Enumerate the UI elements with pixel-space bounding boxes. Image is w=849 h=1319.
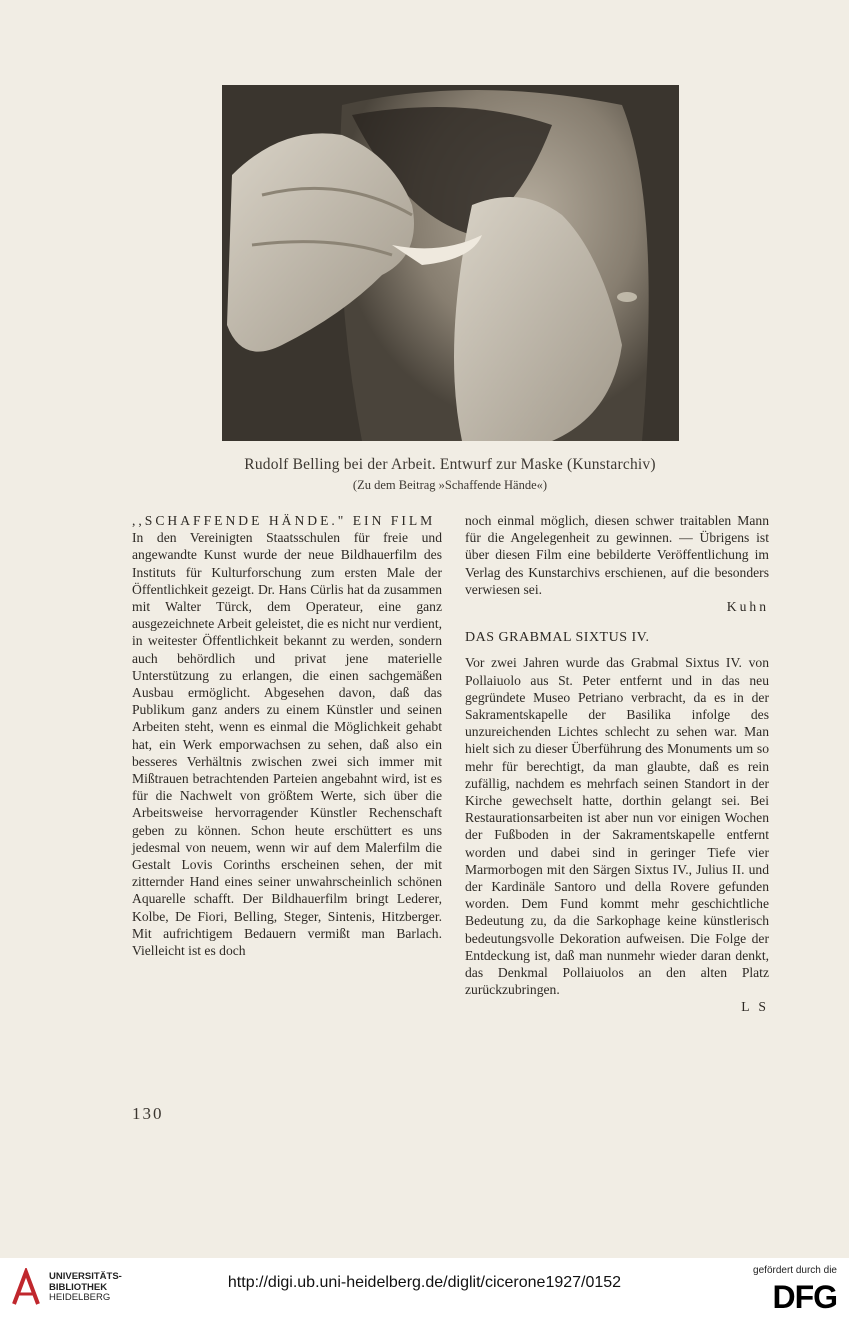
library-name-line3: HEIDELBERG: [49, 1292, 111, 1303]
right-column: [465, 512, 769, 1016]
article-heading-grabmal: DAS GRABMAL SIXTUS IV.: [465, 630, 650, 646]
photo-belling-mask: [222, 85, 679, 441]
funding-label: gefördert durch die: [753, 1265, 837, 1276]
article-body-film-continued: noch einmal möglich, diesen schwer traitablen Mann für die Angelegenheit zu gewinnen. — Übrigens ist über diesen Film eine bebilderte Veröffentlichung im Verlag des Kunstarchivs erschienen, auf die besonders verwiesen sei.: [465, 513, 769, 597]
author-signoff-kuhn: Kuhn: [726, 599, 769, 615]
library-name-line2: BIBLIOTHEK: [49, 1281, 108, 1293]
photo-illustration: [222, 85, 679, 441]
article-body-film: In den Vereinigten Staatsschulen für freie und angewandte Kunst wurde der neue Bildhauerfilm des Instituts für Kulturforschung zum ersten Male der Öffentlichkeit gezeigt. Dr. Hans Cürlis hat da zusammen mit Walter Türck, dem Operateur, eine ganz ausgezeichnete Arbeit geleistet, die es nicht nur verdient, in weitester Öffentlichkeit bekannt zu werden, sondern auch behördlich und privat jene materielle Unterstützung zu erlangen, die einen sachgemäßen Ausbau ermöglicht. Abgesehen davon, daß das Publikum ganz anders zu einem Künstler und seinen Arbeiten steht, wenn es einmal die Möglichkeit gehabt hat, ein Werk emporwachsen zu sehen, daß also ein besseres Verhältnis zwischen zwei sich immer mit Mißtrauen betrachtenden Parteien angebahnt wird, ist es für die Nachwelt von größtem Werte, sich über die Arbeitsweise hervorragender Künstler Rechenschaft geben zu können. Schon heute erschüttert es uns jedesmal von neuem, wenn wir auf dem Malerfilm die Gestalt Lovis Corinths erscheinen sehen, der mit zitternder Hand eines seiner unwahrscheinlich schönen Aquarelle schafft. Der Bildhauerfilm bringt Lederer, Kolbe, De Fiori, Belling, Steger, Sintenis, Hitzberger. Mit aufrichtigem Bedauern vermißt man Barlach. Vielleicht ist es doch: [132, 530, 442, 959]
figure-caption-reference: (Zu dem Beitrag »Schaffende Hände«): [352, 478, 548, 492]
library-name-line1: UNIVERSITÄTS-: [49, 1271, 122, 1282]
article-body-grabmal: Vor zwei Jahren wurde das Grabmal Sixtus IV. von Pollaiuolo aus St. Peter entfernt und in das neu gegründete Museo Petriano verbracht, da es in der Sakramentskapelle der Basilika infolge des unzureichenden Lichtes schlecht zu sehen war. Man hielt sich zu dieser Überführung des Monuments um so mehr für berechtigt, da man glaubte, daß es rein zufällig, nachdem es mehrfach seinen Standort in der Kirche gewechselt hatte, dorthin gelangt sei. Bei Restaurationsarbeiten ist aber nun vor einigen Wochen der Fußboden in der Sakramentskapelle entfernt worden und dabei sind in geringer Tiefe vier Marmorbogen mit den Särgen Sixtus IV., Julius II. und der Kardinäle Santoro und della Rovere gefunden worden. Dem Fund kommt mehr geschichtliche Bedeutung zu, da die Sarkophage keine künstlerisch bedeutungsvolle Dekoration aufweisen. Die Folge der Entdeckung ist, daß man nunmehr wieder daran denkt, das Denkmal Pollaiuolos an den alten Platz zurückzubringen.: [465, 655, 769, 998]
left-column: [132, 512, 442, 959]
author-signoff-ls: L S: [741, 999, 769, 1015]
dfg-logo: DFG: [772, 1279, 837, 1315]
source-url-link[interactable]: http://digi.ub.uni-heidelberg.de/diglit/cicerone1927/0152: [227, 1274, 622, 1291]
page-number: 130: [132, 1104, 164, 1123]
article-heading-film: ,,SCHAFFENDE HÄNDE." EIN FILM: [132, 513, 436, 528]
figure-caption: Rudolf Belling bei der Arbeit. Entwurf zur Maske (Kunstarchiv): [244, 456, 656, 473]
